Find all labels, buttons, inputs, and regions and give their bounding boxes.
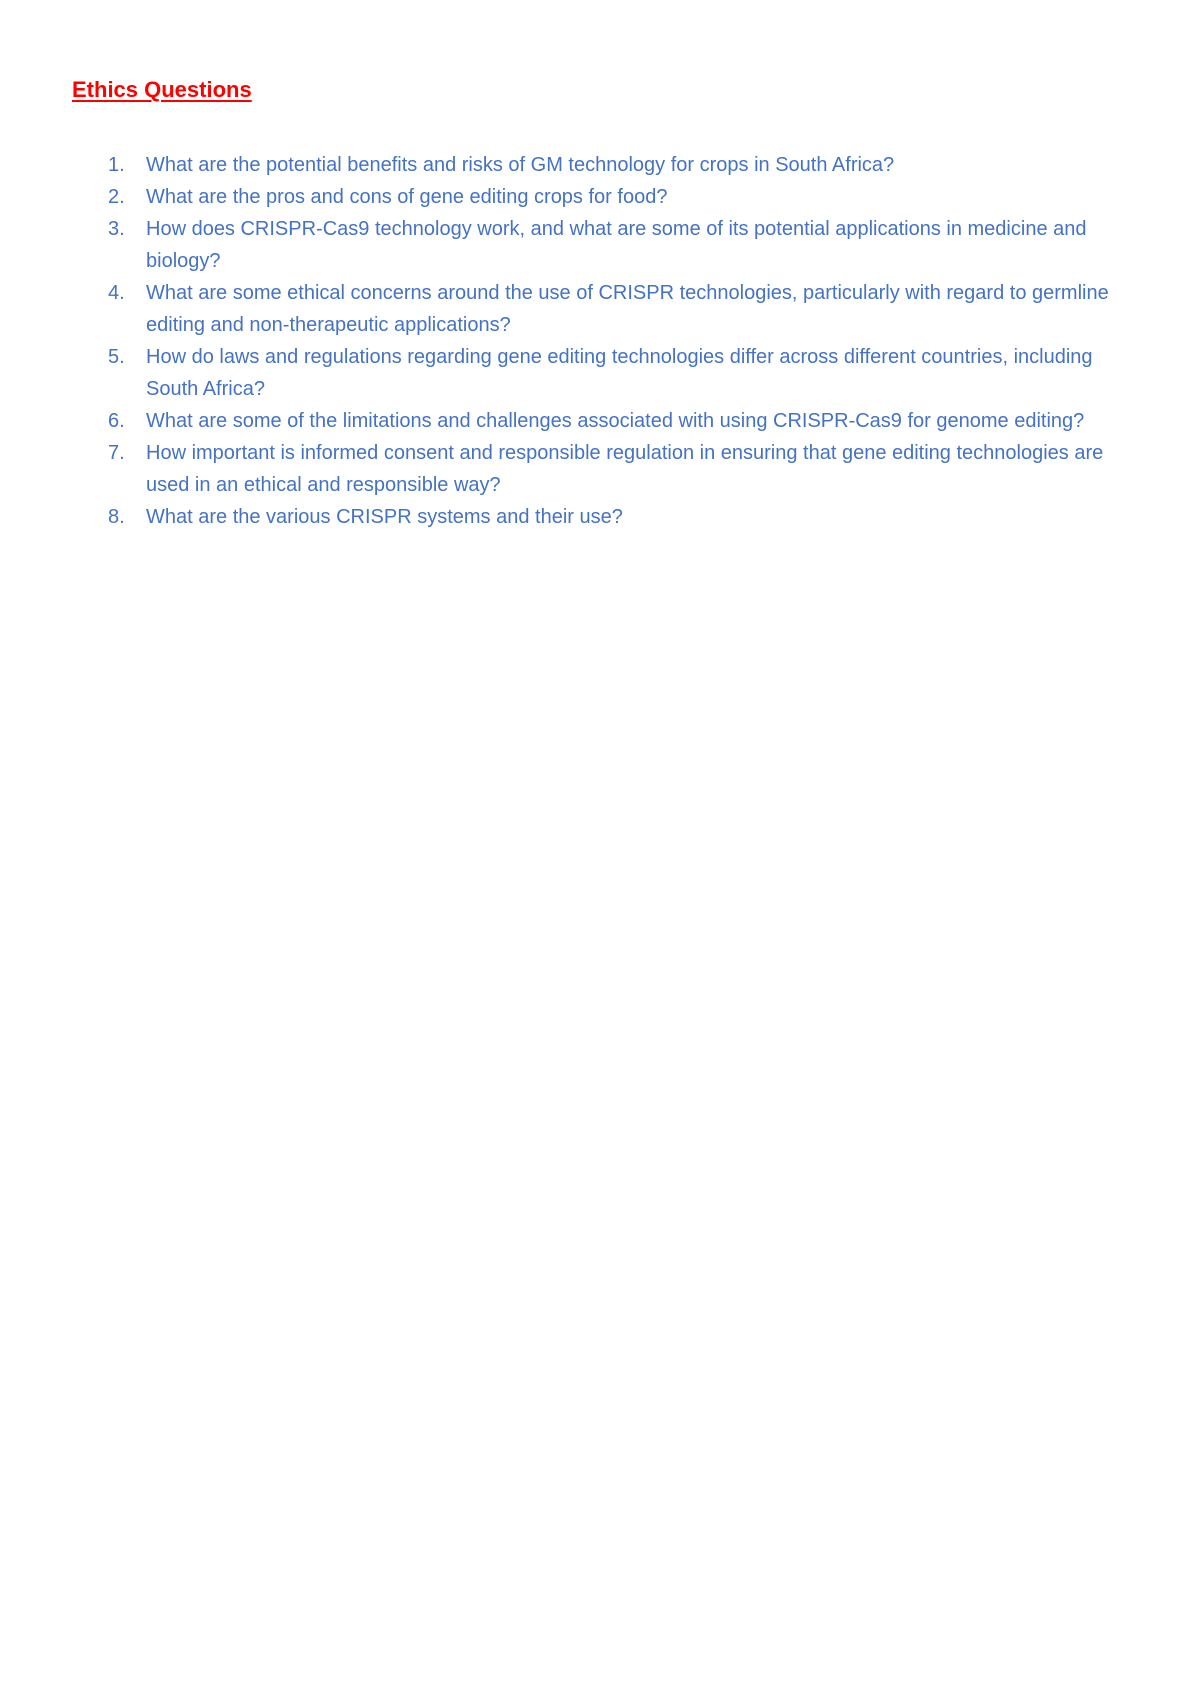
question-number: 8. — [108, 506, 125, 528]
question-number: 4. — [108, 282, 125, 304]
question-number: 6. — [108, 410, 125, 432]
question-list — [0, 149, 1200, 533]
question-text: What are some of the limitations and challenges associated with using CRISPR-Cas9 for genome editing? — [146, 410, 1085, 432]
question-item — [0, 277, 1200, 341]
question-item — [0, 405, 1200, 437]
question-text: How important is informed consent and responsible regulation in ensuring that gene editing technologies are used in an ethical and responsible way? — [146, 442, 1104, 496]
question-number: 7. — [108, 442, 125, 464]
question-text: What are the various CRISPR systems and their use? — [146, 506, 623, 528]
question-item — [0, 149, 1200, 181]
question-item — [0, 437, 1200, 501]
question-item — [0, 341, 1200, 405]
question-item — [0, 213, 1200, 277]
question-item — [0, 501, 1200, 533]
question-number: 1. — [108, 154, 125, 176]
question-text: What are the pros and cons of gene editing crops for food? — [146, 186, 668, 208]
question-number: 3. — [108, 218, 125, 240]
question-text: What are the potential benefits and risks of GM technology for crops in South Africa? — [146, 154, 895, 176]
question-number: 5. — [108, 346, 125, 368]
question-item — [0, 181, 1200, 213]
question-number: 2. — [108, 186, 125, 208]
document-title: Ethics Questions — [72, 77, 252, 102]
question-text: How do laws and regulations regarding gene editing technologies differ across different countries, including South Africa? — [146, 346, 1093, 400]
question-text: What are some ethical concerns around the use of CRISPR technologies, particularly with regard to germline editing and non-therapeutic applications? — [146, 282, 1109, 336]
question-text: How does CRISPR-Cas9 technology work, and what are some of its potential applications in medicine and biology? — [146, 218, 1087, 272]
